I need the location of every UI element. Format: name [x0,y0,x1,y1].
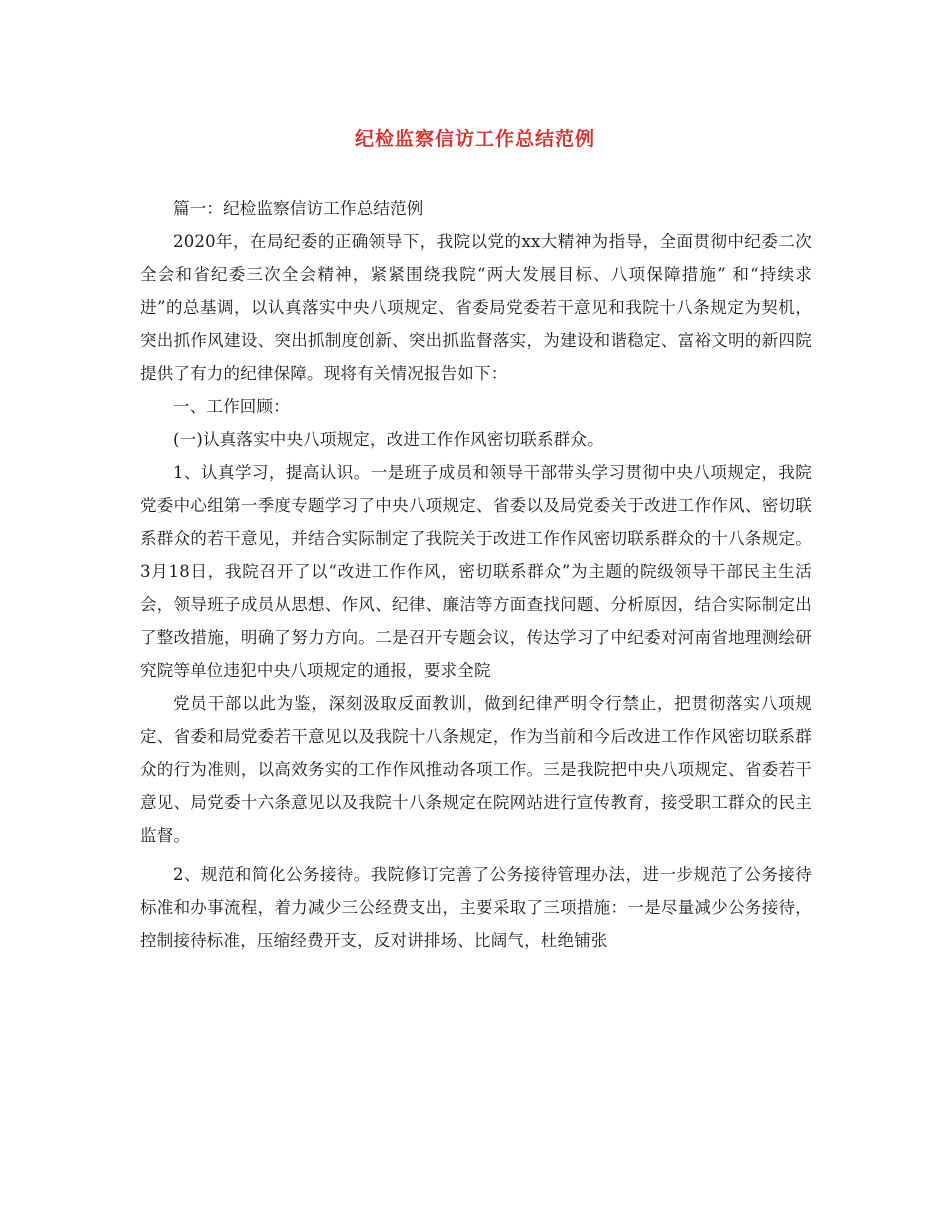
body-paragraph: 1、认真学习，提高认识。一是班子成员和领导干部带头学习贯彻中央八项规定，我院党委中心组第一季度专题学习了中央八项规定、省委以及局党委关于改进工作作风、密切联系群众的若干意见，并结合实际制定了我院关于改进工作作风密切联系群众的十八条规定。3月18日，我院召开了以“改进工作作风，密切联系群众”为主题的院级领导干部民主生活会，领导班子成员从思想、作风、纪律、廉洁等方面查找问题、分析原因，结合实际制定出了整改措施，明确了努力方向。二是召开专题会议，传达学习了中纪委对河南省地理测绘研究院等单位违犯中央八项规定的通报，要求全院 [140,463,812,680]
body-paragraph: 2、规范和简化公务接待。我院修订完善了公务接待管理办法，进一步规范了公务接待标准和办事流程，着力减少三公经费支出，主要采取了三项措施：一是尽量减少公务接待，控制接待标准，压缩经费开支，反对讲排场、比阔气，杜绝铺张 [140,865,812,950]
section-heading: 一、工作回顾： [173,397,290,416]
subsection-heading: (一)认真落实中央八项规定，改进工作作风密切联系群众。 [173,430,604,449]
body-paragraph: 2020年，在局纪委的正确领导下，我院以党的xx大精神为指导，全面贯彻中纪委二次全会和省纪委三次全会精神，紧紧围绕我院“两大发展目标、八项保障措施” 和“持续求进”的总基调，以认真落实中央八项规定、省委局党委若干意见和我院十八条规定为契机，突出抓作风建设、突出抓制度创新、突出抓监督落实，为建设和谐稳定、富裕文明的新四院提供了有力的纪律保障。现将有关情况报告如下： [140,232,812,383]
document-title: 纪检监察信访工作总结范例 [354,128,595,150]
section-heading: 篇一：纪检监察信访工作总结范例 [173,199,424,218]
body-paragraph: 党员干部以此为鉴，深刻汲取反面教训，做到纪律严明令行禁止，把贯彻落实八项规定、省委和局党委若干意见以及我院十八条规定，作为当前和今后改进工作作风密切联系群众的行为准则，以高效务实的工作作风推动各项工作。三是我院把中央八项规定、省委若干意见、局党委十六条意见以及我院十八条规定在院网站进行宣传教育，接受职工群众的民主监督。 [140,694,812,845]
document-body [140,192,812,957]
